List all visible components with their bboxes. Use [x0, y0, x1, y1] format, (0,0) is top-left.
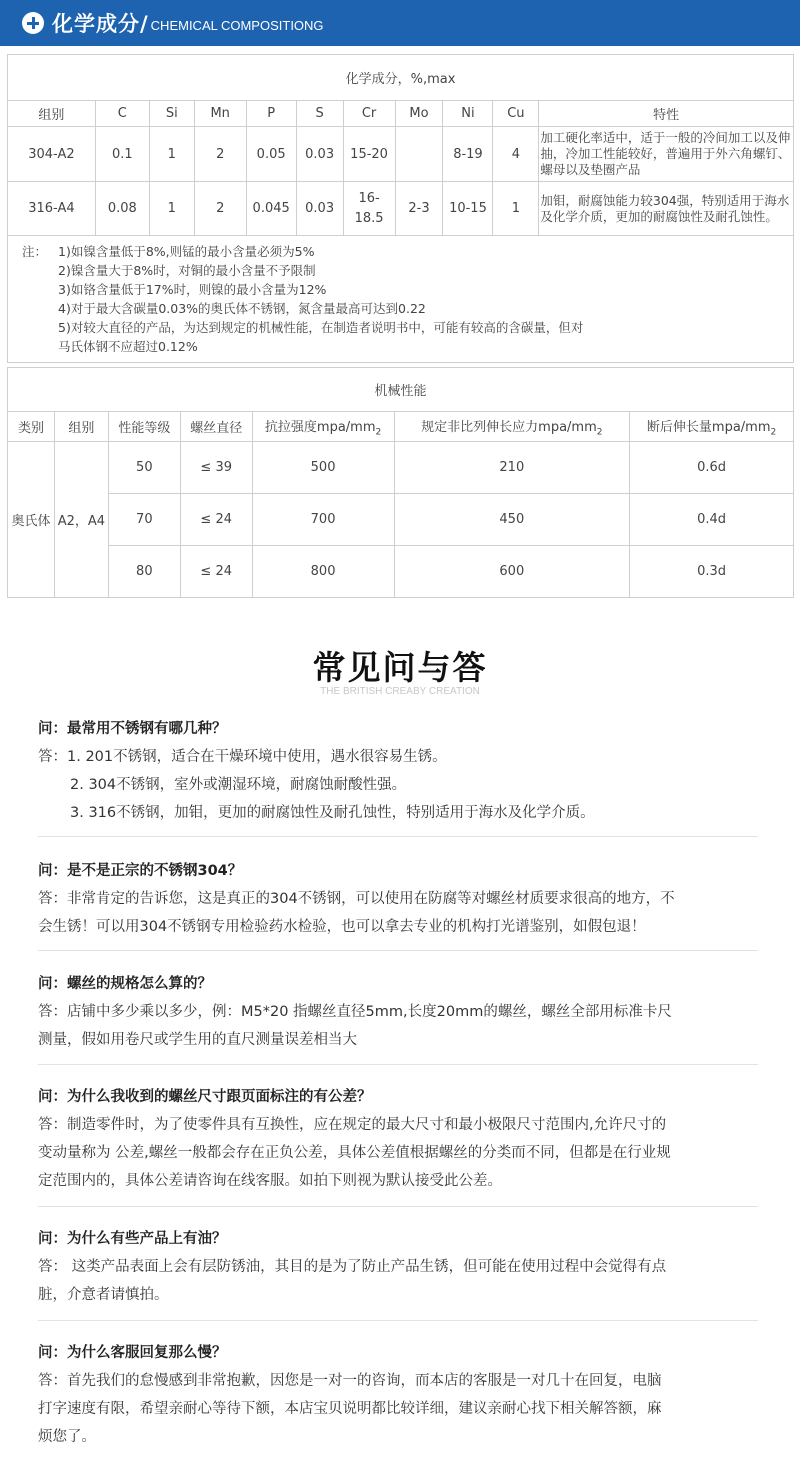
column-header: Mo	[395, 101, 443, 127]
table-caption: 机械性能	[8, 368, 794, 412]
column-header: Si	[149, 101, 194, 127]
cell-group: A2，A4	[54, 442, 108, 598]
unit-subscript: 2	[375, 427, 382, 438]
divider	[38, 836, 758, 837]
faq-answer-line: 2. 304不锈钢，室外或潮湿环境，耐腐蚀耐酸性强。	[70, 777, 407, 793]
faq-answer-line: 答：非常肯定的告诉您，这是真正的304不锈钢，可以使用在防腐等对螺丝材质要求很高的地方，不	[38, 891, 675, 907]
cell-category: 奥氏体	[8, 442, 55, 598]
column-header	[394, 412, 630, 442]
cell-elongation: 0.6d	[630, 442, 794, 494]
cell-mo: 2-3	[395, 182, 443, 236]
divider	[38, 1064, 758, 1065]
cell-cu: 1	[493, 182, 539, 236]
cell-ni: 10-15	[443, 182, 493, 236]
faq-answer-line: 答：店铺中多少乘以多少，例：M5*20 指螺丝直径5mm,长度20mm的螺丝，螺丝全部用标准卡尺	[38, 1004, 672, 1020]
cell-cr: 15-20	[343, 127, 395, 182]
note-label: 注：	[22, 244, 48, 259]
cell-group: 316-A4	[8, 182, 96, 236]
column-header: S	[296, 101, 343, 127]
cell-cr-line: 16-	[358, 190, 380, 206]
faq-item	[38, 1225, 758, 1309]
column-header-text: 规定非比列伸长应力mpa/mm	[421, 419, 597, 435]
note-line: 2)镍含量大于8%时，对铜的最小含量不予限制	[58, 263, 316, 278]
cell-si: 1	[149, 182, 194, 236]
faq-item	[38, 715, 758, 827]
cell-si: 1	[149, 127, 194, 182]
table-row	[8, 182, 794, 236]
divider	[38, 1320, 758, 1321]
section-header-chemical	[0, 0, 800, 46]
cell-mo	[395, 127, 443, 182]
faq-answer-line: 3. 316不锈钢，加钼，更加的耐腐蚀性及耐孔蚀性，特别适用于海水及化学介质。	[70, 805, 595, 821]
faq-item	[38, 970, 758, 1054]
column-header: 螺丝直径	[180, 412, 252, 442]
faq-answer-line: 答：制造零件时，为了使零件具有互换性，应在规定的最大尺寸和最小极限尺寸范围内,允许尺寸的	[38, 1117, 667, 1133]
column-header: 类别	[8, 412, 55, 442]
note-line: 1)如镍含量低于8%,则锰的最小含量必须为5%	[58, 244, 315, 259]
cell-cu: 4	[493, 127, 539, 182]
cell-cr	[343, 182, 395, 236]
column-header-text: 抗拉强度mpa/mm	[264, 419, 376, 435]
cell-grade: 70	[108, 494, 180, 546]
cell-grade: 50	[108, 442, 180, 494]
faq-question: 问：是不是正宗的不锈钢304？	[38, 863, 243, 879]
table-header-row	[8, 412, 794, 442]
cell-s: 0.03	[296, 182, 343, 236]
table-caption: 化学成分，%,max	[8, 55, 794, 101]
column-header	[252, 412, 394, 442]
table-row	[8, 546, 794, 598]
table-row	[8, 442, 794, 494]
faq-answer-line: 答：首先我们的怠慢感到非常抱歉，因您是一对一的咨询，而本店的客服是一对几十在回复，电脑	[38, 1373, 662, 1389]
faq-answer-line: 答： 这类产品表面上会有层防锈油，其目的是为了防止产品生锈，但可能在使用过程中会觉得有点	[38, 1259, 667, 1275]
faq-question: 问：最常用不锈钢有哪几种？	[38, 721, 227, 737]
unit-subscript: 2	[596, 427, 603, 438]
cell-diameter: ≤ 24	[180, 494, 252, 546]
cell-p: 0.045	[246, 182, 296, 236]
note-lines	[58, 242, 583, 356]
column-header: P	[246, 101, 296, 127]
cell-elongation: 0.3d	[630, 546, 794, 598]
note-line: 马氏体钢不应超过0.12%	[58, 339, 198, 354]
faq-item	[38, 1339, 758, 1451]
notes-cell	[8, 236, 794, 363]
header-title-en: CHEMICAL COMPOSITIONG	[150, 17, 324, 33]
faq-answer-line: 会生锈！可以用304不锈钢专用检验药水检验，也可以拿去专业的机构打光谱鉴别，如假包退！	[38, 919, 646, 935]
faq-title: 常见问与答	[312, 648, 488, 687]
cell-p: 0.05	[246, 127, 296, 182]
cell-grade: 80	[108, 546, 180, 598]
column-header: 性能等级	[108, 412, 180, 442]
header-title-cn: 化学成分/	[52, 12, 149, 36]
faq-question: 问：为什么客服回复那么慢？	[38, 1345, 227, 1361]
cell-s: 0.03	[296, 127, 343, 182]
faq-answer-line: 烦您了。	[38, 1429, 96, 1445]
faq-answer-line: 变动量称为 公差,螺丝一般都会存在正负公差，具体公差值根据螺丝的分类而不同，但都是在行业规	[38, 1145, 671, 1161]
cell-yield: 210	[394, 442, 630, 494]
faq-question: 问：螺丝的规格怎么算的？	[38, 976, 212, 992]
cell-ni: 8-19	[443, 127, 493, 182]
faq-subtitle: THE BRITISH CREABY CREATION	[320, 686, 480, 697]
cell-tensile: 800	[252, 546, 394, 598]
column-header-text: 断后伸长量mpa/mm	[646, 419, 771, 435]
unit-subscript: 2	[770, 427, 777, 438]
cell-feature: 加工硬化率适中，适于一般的冷间加工以及伸抽，冷加工性能较好，普遍用于外六角螺钉、螺母以及垫圈产品	[539, 127, 794, 182]
column-header: 组别	[8, 101, 96, 127]
cell-group: 304-A2	[8, 127, 96, 182]
cell-diameter: ≤ 39	[180, 442, 252, 494]
table-row	[8, 494, 794, 546]
note-line: 4)对于最大含碳量0.03%的奥氏体不锈钢，氮含量最高可达到0.22	[58, 301, 426, 316]
faq-answer-line: 测量，假如用卷尺或学生用的直尺测量误差相当大	[38, 1032, 357, 1048]
faq-question: 问：为什么有些产品上有油？	[38, 1231, 227, 1247]
cell-mn: 2	[194, 127, 246, 182]
faq-item	[38, 857, 758, 941]
cell-yield: 450	[394, 494, 630, 546]
note-line: 5)对较大直径的产品，为达到规定的机械性能，在制造者说明书中，可能有较高的含碳量，但对	[58, 320, 584, 335]
divider	[38, 950, 758, 951]
faq-item	[38, 1083, 758, 1195]
cell-c: 0.08	[95, 182, 149, 236]
cell-tensile: 700	[252, 494, 394, 546]
chemical-composition-table	[7, 54, 794, 363]
faq-answer-line: 定范围内的，具体公差请咨询在线客服。如拍下则视为默认接受此公差。	[38, 1173, 502, 1189]
column-header: 组别	[54, 412, 108, 442]
column-header	[630, 412, 794, 442]
faq-question: 问：为什么我收到的螺丝尺寸跟页面标注的有公差？	[38, 1089, 372, 1105]
cell-tensile: 500	[252, 442, 394, 494]
cell-feature: 加钼，耐腐蚀能力较304强，特别适用于海水及化学介质，更加的耐腐蚀性及耐孔蚀性。	[539, 182, 794, 236]
table-header-row	[8, 101, 794, 127]
faq-answer-line: 脏，介意者请慎拍。	[38, 1287, 169, 1303]
note-line: 3)如铬含量低于17%时，则镍的最小含量为12%	[58, 282, 327, 297]
cell-diameter: ≤ 24	[180, 546, 252, 598]
faq-answer-line: 打字速度有限，希望亲耐心等待下额，本店宝贝说明都比较详细，建议亲耐心找下相关解答额，麻	[38, 1401, 662, 1417]
faq-answer-line: 答：1. 201不锈钢，适合在干燥环境中使用，遇水很容易生锈。	[38, 749, 447, 765]
cell-cr-line: 18.5	[354, 210, 384, 226]
cell-yield: 600	[394, 546, 630, 598]
column-header: Cr	[343, 101, 395, 127]
column-header: Ni	[443, 101, 493, 127]
cell-elongation: 0.4d	[630, 494, 794, 546]
plus-circle-icon	[22, 12, 44, 34]
table-row	[8, 127, 794, 182]
cell-c: 0.1	[95, 127, 149, 182]
column-header: Cu	[493, 101, 539, 127]
divider	[38, 1206, 758, 1207]
column-header: 特性	[539, 101, 794, 127]
mechanical-properties-table	[7, 367, 794, 598]
column-header: Mn	[194, 101, 246, 127]
column-header: C	[95, 101, 149, 127]
cell-mn: 2	[194, 182, 246, 236]
